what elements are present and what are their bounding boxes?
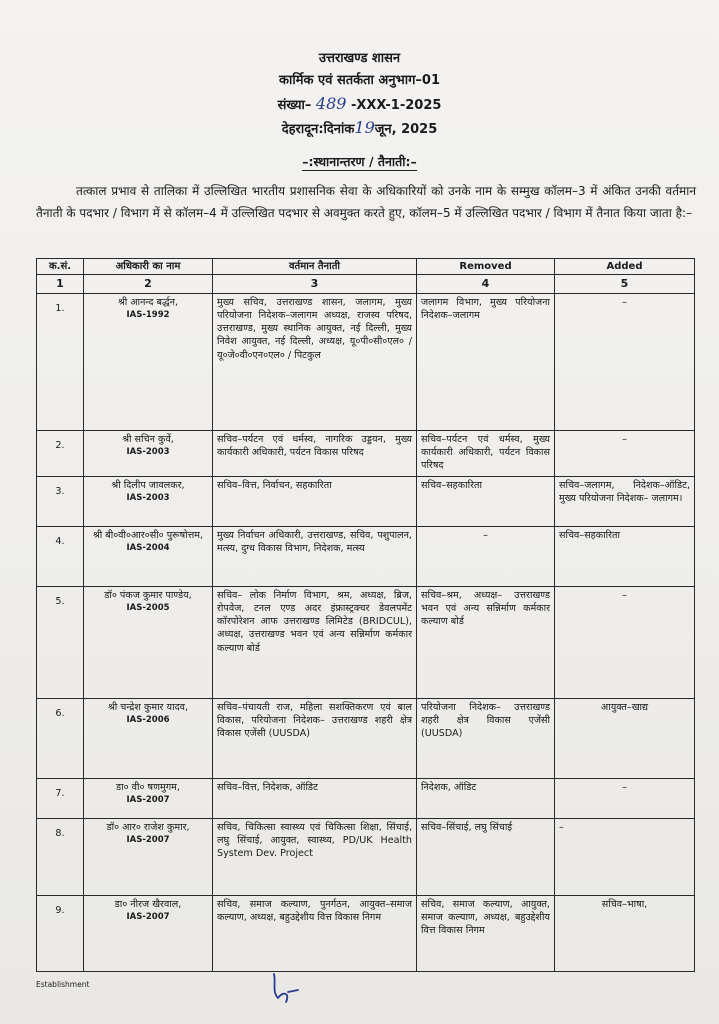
removed-cell: परियोजना निदेशक– उत्तराखण्ड शहरी क्षेत्र विकास एजेंसी (UUSDA) [417, 698, 555, 778]
column-number-row [37, 275, 695, 293]
header-officer-name: अधिकारी का नाम [84, 259, 213, 275]
table-row [37, 586, 695, 698]
column-number: 3 [213, 275, 417, 293]
order-paragraph: तत्काल प्रभाव से तालिका में उल्लिखित भारतीय प्रशासनिक सेवा के अधिकारियों को उनके नाम के सम्मुख कॉलम–3 में अंकित उनकी वर्तमान तैनाती के पदभार / विभाग में से कॉलम–4 में उल्लिखित पदभार से अवमुक्त करते हुए, कॉलम–5 में उल्लिखित पदभार / विभाग में तैनात किया जाता है:– [36, 184, 696, 220]
current-posting-cell: सचिव–वित्त, निर्वाचन, सहकारिता [213, 476, 417, 526]
officer-cell: श्री आनन्द बर्द्धन, IAS-1992 [84, 293, 213, 430]
removed-cell: जलागम विभाग, मुख्य परियोजना निदेशक–जलागम [417, 293, 555, 430]
table-row [37, 430, 695, 476]
order-number: संख्या– 489 -XXX-1-2025 [277, 94, 442, 113]
row-sn: 8. [37, 818, 84, 895]
table-row [37, 293, 695, 430]
removed-cell: निदेशक, ऑडिट [417, 778, 555, 818]
removed-cell: सचिव–श्रम, अध्यक्ष– उत्तराखण्ड भवन एवं अन्य सन्निर्माण कर्मकार कल्याण बोर्ड [417, 586, 555, 698]
header-removed: Removed [417, 259, 555, 275]
row-sn: 4. [37, 526, 84, 586]
header-current-posting: वर्तमान तैनाती [213, 259, 417, 275]
officer-cell: डॉ० आर० राजेश कुमार, IAS-2007 [84, 818, 213, 895]
added-cell: सचिव–सहकारिता [555, 526, 695, 586]
removed-cell: सचिव–सहकारिता [417, 476, 555, 526]
table-row [37, 818, 695, 895]
current-posting-cell: सचिव, चिकित्सा स्वास्थ्य एवं चिकित्सा शिक्षा, सिंचाई, लघु सिंचाई, आयुक्त, स्वास्थ्य, PD/UK Health System Dev. Project [213, 818, 417, 895]
table-row [37, 698, 695, 778]
officer-cell: श्री दिलीप जावलकर, IAS-2003 [84, 476, 213, 526]
handwritten-date: 19 [354, 118, 375, 137]
row-sn: 3. [37, 476, 84, 526]
officer-cell: डॉ० पंकज कुमार पाण्डेय, IAS-2005 [84, 586, 213, 698]
table-row [37, 476, 695, 526]
current-posting-cell: सचिव–पंचायती राज, महिला सशक्तिकरण एवं बाल विकास, परियोजना निदेशक– उत्तराखण्ड शहरी क्षेत्र विकास एजेंसी (UUSDA) [213, 698, 417, 778]
table-row [37, 778, 695, 818]
row-sn: 6. [37, 698, 84, 778]
removed-cell: सचिव, समाज कल्याण, आयुक्त, समाज कल्याण, अध्यक्ष, बहुउद्देशीय वित्त विकास निगम [417, 895, 555, 971]
row-sn: 2. [37, 430, 84, 476]
added-cell: सचिव–जलागम, निदेशक–ऑडिट, मुख्य परियोजना निदेशक– जलागम। [555, 476, 695, 526]
column-number: 5 [555, 275, 695, 293]
removed-cell: – [417, 526, 555, 586]
officer-cell: श्री सचिन कुर्वे, IAS-2003 [84, 430, 213, 476]
footer-label: Establishment [36, 980, 90, 989]
row-sn: 9. [37, 895, 84, 971]
column-number: 2 [84, 275, 213, 293]
current-posting-cell: सचिव– लोक निर्माण विभाग, श्रम, अध्यक्ष, ब्रिज, रोपवेज, टनल एण्ड अदर इंफ्रास्ट्रक्चर डेवलपमेंट कॉरपोरेशन आफ उत्तराखण्ड लिमिटेड (BRIDCUL), अध्यक्ष, उत्तराखण्ड भवन एवं अन्य सन्निर्माण कर्मकार कल्याण बोर्ड [213, 586, 417, 698]
current-posting-cell: सचिव–पर्यटन एवं धर्मस्व, नागरिक उड्डयन, मुख्य कार्यकारी अधिकारी, पर्यटन विकास परिषद [213, 430, 417, 476]
table-header-row [37, 259, 695, 275]
added-cell: – [555, 293, 695, 430]
order-date: देहरादून:दिनांक19जून, 2025 [281, 118, 438, 137]
current-posting-cell: सचिव, समाज कल्याण, पुनर्गठन, आयुक्त–समाज कल्याण, अध्यक्ष, बहुउद्देशीय वित्त विकास निगम [213, 895, 417, 971]
officer-cell: श्री चन्द्रेश कुमार यादव, IAS-2006 [84, 698, 213, 778]
table-row [37, 526, 695, 586]
removed-cell: सचिव–पर्यटन एवं धर्मस्व, मुख्य कार्यकारी अधिकारी, पर्यटन विकास परिषद [417, 430, 555, 476]
govt-title: उत्तराखण्ड शासन [318, 51, 401, 66]
table-row [37, 895, 695, 971]
current-posting-cell: मुख्य निर्वाचन अधिकारी, उत्तराखण्ड, सचिव, पशुपालन, मत्स्य, दुग्ध विकास विभाग, निदेशक, मत्स्य [213, 526, 417, 586]
subject-heading: –:स्थानान्तरण / तैनाती:– [302, 154, 417, 169]
officer-cell: श्री बी०वी०आर०सी० पुरूषोत्तम, IAS-2004 [84, 526, 213, 586]
removed-cell: सचिव–सिंचाई, लघु सिंचाई [417, 818, 555, 895]
handwritten-number: 489 [315, 94, 347, 113]
row-sn: 7. [37, 778, 84, 818]
section-title: कार्मिक एवं सतर्कता अनुभाग–01 [279, 73, 440, 88]
current-posting-cell: सचिव–वित्त, निदेशक, ऑडिट [213, 778, 417, 818]
row-sn: 1. [37, 293, 84, 430]
current-posting-cell: मुख्य सचिव, उत्तराखण्ड शासन, जलागम, मुख्य परियोजना निदेशक–जलागम अध्यक्ष, राजस्व परिषद, उत्तराखण्ड, मुख्य स्थानिक आयुक्त, नई दिल्ली, मुख्य निवेश आयुक्त, नई दिल्ली, अध्यक्ष, यू०पी०सी०एल० / यू०जे०वी०एन०एल० / पिटकुल [213, 293, 417, 430]
column-number: 4 [417, 275, 555, 293]
officer-cell: डा० नीरज खैरवाल, IAS-2007 [84, 895, 213, 971]
officer-cell: डा० वी० षणमुगम, IAS-2007 [84, 778, 213, 818]
added-cell: सचिव–भाषा, [555, 895, 695, 971]
transfer-table [36, 258, 695, 972]
row-sn: 5. [37, 586, 84, 698]
header-sn: क.सं. [37, 259, 84, 275]
signature-mark [268, 968, 308, 1008]
added-cell: आयुक्त–खाद्य [555, 698, 695, 778]
header-added: Added [555, 259, 695, 275]
added-cell: – [555, 778, 695, 818]
column-number: 1 [37, 275, 84, 293]
added-cell: – [555, 586, 695, 698]
added-cell: – [555, 818, 695, 895]
added-cell: – [555, 430, 695, 476]
